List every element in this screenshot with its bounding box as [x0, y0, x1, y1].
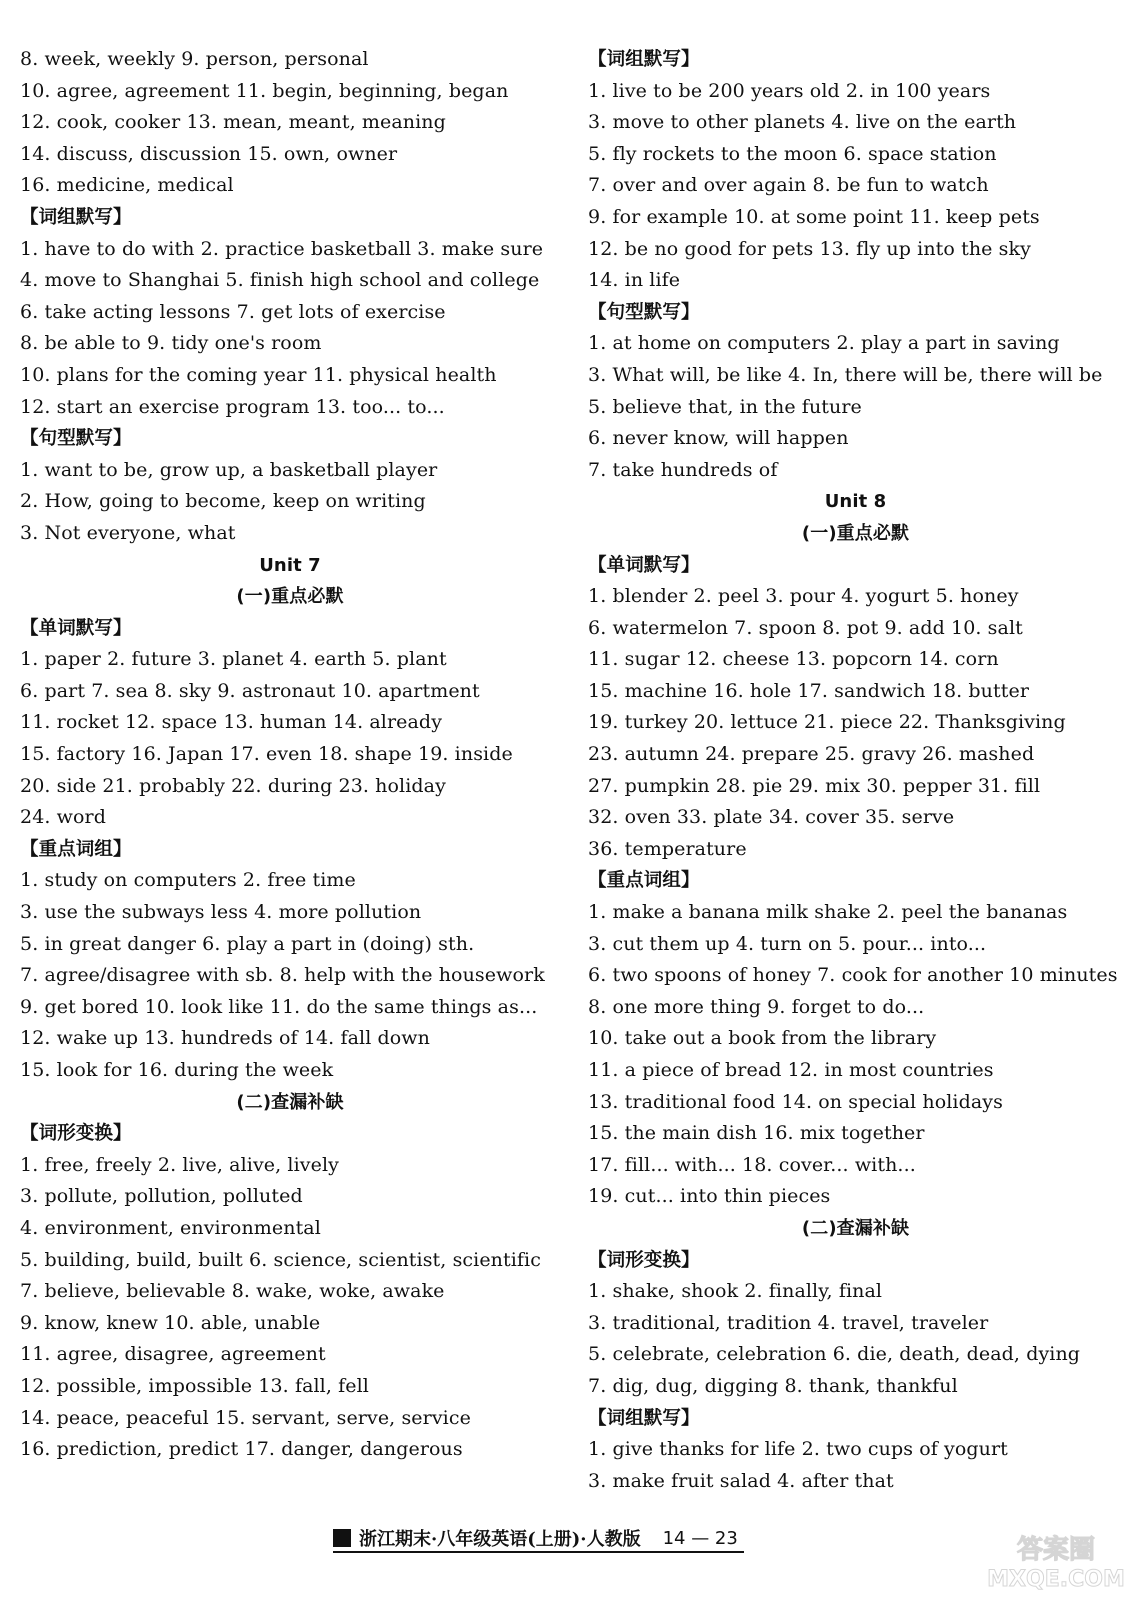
answer-line: 13. traditional food 14. on special holidays: [588, 1090, 1003, 1113]
answer-line: 1. blender 2. peel 3. pour 4. yogurt 5. honey: [588, 585, 1019, 608]
answer-line: 15. the main dish 16. mix together: [588, 1122, 925, 1145]
answer-line: 14. in life: [588, 269, 681, 292]
section-heading: 【单词默写】: [588, 554, 700, 576]
answer-line: 6. watermelon 7. spoon 8. pot 9. add 10. salt: [588, 616, 1023, 639]
section-heading: 【重点词组】: [20, 838, 132, 860]
answer-line: 19. cut... into thin pieces: [588, 1185, 831, 1208]
answer-line: 9. for example 10. at some point 11. keep pets: [588, 205, 1040, 228]
answer-line: 3. move to other planets 4. live on the earth: [588, 111, 1017, 134]
answer-line: 1. make a banana milk shake 2. peel the bananas: [588, 901, 1068, 924]
right-answer-column: [588, 44, 1123, 1497]
answer-line: 5. building, build, built 6. science, scientist, scientific: [20, 1248, 541, 1271]
unit-heading: (一)重点必默: [236, 586, 344, 608]
answer-line: 8. be able to 9. tidy one's room: [20, 332, 322, 355]
answer-line: 3. pollute, pollution, polluted: [20, 1185, 303, 1208]
unit-heading: (二)查漏补缺: [236, 1091, 344, 1113]
watermark-bottom: MXQE.COM: [987, 1567, 1125, 1592]
answer-line: 7. believe, believable 8. wake, woke, awake: [20, 1280, 445, 1303]
answer-line: 12. be no good for pets 13. fly up into the sky: [588, 237, 1031, 260]
page-footer: [333, 1525, 744, 1553]
answer-line: 6. part 7. sea 8. sky 9. astronaut 10. apartment: [20, 679, 480, 702]
answer-line: 5. believe that, in the future: [588, 395, 862, 418]
section-heading: 【词形变换】: [588, 1249, 700, 1271]
unit-heading: (二)查漏补缺: [801, 1217, 910, 1239]
unit-heading: Unit 8: [824, 491, 887, 513]
answer-line: 20. side 21. probably 22. during 23. holiday: [20, 774, 446, 797]
answer-line: 7. over and over again 8. be fun to watch: [588, 174, 989, 197]
answer-line: 8. one more thing 9. forget to do...: [588, 995, 925, 1018]
answer-line: 6. take acting lessons 7. get lots of exercise: [20, 300, 446, 323]
answer-line: 15. look for 16. during the week: [20, 1059, 334, 1081]
answer-line: 1. at home on computers 2. play a part in saving: [588, 332, 1060, 355]
answer-line: 5. in great danger 6. play a part in (doing) sth.: [20, 932, 475, 955]
watermark-top: 答案圈: [1016, 1535, 1096, 1565]
footer-publication: 浙江期末·八年级英语(上册)·人教版: [359, 1529, 641, 1550]
left-answer-column: [20, 44, 560, 1466]
answer-line: 16. prediction, predict 17. danger, dangerous: [20, 1438, 463, 1461]
answer-line: 10. plans for the coming year 11. physical health: [20, 363, 497, 386]
answer-line: 14. discuss, discussion 15. own, owner: [20, 142, 398, 165]
section-heading: 【句型默写】: [20, 428, 132, 450]
answer-line: 16. medicine, medical: [20, 174, 234, 197]
answer-line: 7. dig, dug, digging 8. thank, thankful: [588, 1374, 958, 1397]
answer-line: 11. sugar 12. cheese 13. popcorn 14. corn: [588, 648, 999, 671]
answer-line: 17. fill... with... 18. cover... with...: [588, 1153, 916, 1176]
section-heading: 【词形变换】: [20, 1123, 132, 1145]
answer-line: 3. What will, be like 4. In, there will be, there will be: [588, 363, 1103, 386]
section-heading: 【词组默写】: [588, 49, 700, 70]
answer-line: 7. take hundreds of: [588, 458, 778, 481]
section-heading: 【单词默写】: [20, 617, 132, 639]
unit-heading: (一)重点必默: [801, 522, 910, 544]
answer-line: 27. pumpkin 28. pie 29. mix 30. pepper 31. fill: [588, 774, 1041, 797]
answer-line: 23. autumn 24. prepare 25. gravy 26. mashed: [588, 743, 1035, 766]
answer-line: 1. give thanks for life 2. two cups of yogurt: [588, 1438, 1008, 1461]
answer-line: 10. take out a book from the library: [588, 1027, 937, 1050]
answer-line: 1. shake, shook 2. finally, final: [588, 1280, 883, 1303]
answer-line: 5. celebrate, celebration 6. die, death, dead, dying: [588, 1343, 1081, 1366]
answer-line: 6. two spoons of honey 7. cook for another 10 minutes: [588, 964, 1118, 987]
answer-line: 15. factory 16. Japan 17. even 18. shape 19. inside: [20, 743, 513, 766]
answer-line: 12. start an exercise program 13. too... to...: [20, 395, 445, 418]
answer-line: 8. week, weekly 9. person, personal: [20, 48, 369, 70]
answer-line: 1. free, freely 2. live, alive, lively: [20, 1153, 339, 1176]
watermark-logo: [981, 1532, 1131, 1592]
answer-line: 3. cut them up 4. turn on 5. pour... into...: [588, 932, 987, 955]
answer-line: 6. never know, will happen: [588, 427, 849, 450]
answer-line: 4. move to Shanghai 5. finish high school and college: [20, 269, 540, 292]
answer-line: 11. a piece of bread 12. in most countries: [588, 1059, 994, 1081]
section-heading: 【句型默写】: [588, 301, 700, 323]
answer-line: 9. know, knew 10. able, unable: [20, 1311, 321, 1334]
answer-line: 24. word: [20, 806, 107, 829]
answer-line: 5. fly rockets to the moon 6. space station: [588, 142, 997, 165]
answer-line: 12. cook, cooker 13. mean, meant, meaning: [20, 111, 446, 134]
section-heading: 【词组默写】: [588, 1407, 700, 1429]
answer-line: 10. agree, agreement 11. begin, beginning, began: [20, 79, 509, 102]
answer-line: 3. make fruit salad 4. after that: [588, 1469, 894, 1492]
answer-line: 1. have to do with 2. practice basketball 3. make sure: [20, 237, 544, 260]
footer-block-icon: [333, 1529, 351, 1547]
answer-line: 19. turkey 20. lettuce 21. piece 22. Thanksgiving: [588, 711, 1066, 734]
section-heading: 【词组默写】: [20, 206, 132, 228]
section-heading: 【重点词组】: [588, 870, 700, 892]
answer-line: 9. get bored 10. look like 11. do the same things as...: [20, 995, 538, 1018]
answer-line: 14. peace, peaceful 15. servant, serve, service: [20, 1406, 471, 1429]
page-number: 14 — 23: [662, 1527, 738, 1549]
answer-line: 3. use the subways less 4. more pollution: [20, 901, 422, 924]
answer-line: 12. possible, impossible 13. fall, fell: [20, 1374, 369, 1397]
answer-line: 12. wake up 13. hundreds of 14. fall down: [20, 1027, 431, 1050]
answer-line: 1. live to be 200 years old 2. in 100 years: [588, 79, 991, 102]
answer-line: 2. How, going to become, keep on writing: [20, 490, 426, 513]
answer-line: 32. oven 33. plate 34. cover 35. serve: [588, 806, 955, 829]
answer-line: 3. Not everyone, what: [20, 521, 236, 544]
answer-line: 1. want to be, grow up, a basketball player: [20, 458, 438, 481]
answer-line: 1. study on computers 2. free time: [20, 869, 356, 892]
answer-line: 11. rocket 12. space 13. human 14. already: [20, 711, 443, 734]
unit-heading: Unit 7: [259, 554, 321, 576]
answer-line: 36. temperature: [588, 837, 747, 860]
answer-line: 11. agree, disagree, agreement: [20, 1343, 326, 1366]
answer-line: 4. environment, environmental: [20, 1216, 321, 1239]
answer-line: 1. paper 2. future 3. planet 4. earth 5. plant: [20, 648, 447, 671]
answer-line: 3. traditional, tradition 4. travel, traveler: [588, 1311, 989, 1334]
answer-line: 15. machine 16. hole 17. sandwich 18. butter: [588, 679, 1030, 702]
answer-line: 7. agree/disagree with sb. 8. help with the housework: [20, 964, 545, 987]
